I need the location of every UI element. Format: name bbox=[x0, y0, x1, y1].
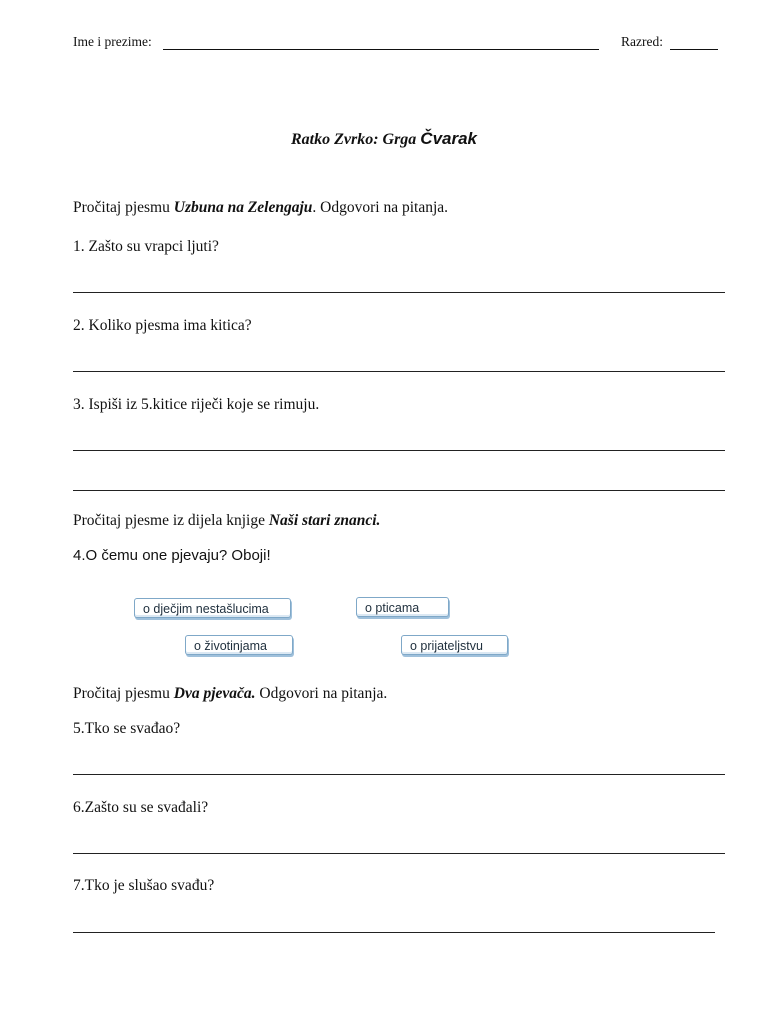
poem-title-uzbuna: Uzbuna na Zelengaju bbox=[173, 199, 313, 216]
class-answer-line[interactable] bbox=[670, 49, 718, 50]
question-6: 6.Zašto su se svađali? bbox=[73, 799, 209, 816]
answer-line-5[interactable] bbox=[73, 774, 725, 775]
section3-intro: Pročitaj pjesmu Dva pjevača. Odgovori na pitanja. bbox=[73, 685, 388, 702]
name-label: Ime i prezime: bbox=[73, 34, 152, 49]
answer-line-1[interactable] bbox=[73, 292, 725, 293]
title-tail: Čvarak bbox=[420, 129, 478, 148]
answer-line-7[interactable] bbox=[73, 932, 715, 933]
answer-line-3b[interactable] bbox=[73, 490, 725, 491]
question-4: 4.O čemu one pjevaju? Oboji! bbox=[73, 547, 271, 564]
question-5: 5.Tko se svađao? bbox=[73, 720, 181, 737]
answer-line-2[interactable] bbox=[73, 371, 725, 372]
answer-line-6[interactable] bbox=[73, 853, 725, 854]
header bbox=[73, 34, 720, 54]
section2-intro: Pročitaj pjesme iz dijela knjige Naši stari znanci. bbox=[73, 512, 381, 529]
option-tag-djecji-nestasluci[interactable]: o dječjim nestašlucima bbox=[134, 598, 291, 618]
book-part-title: Naši stari znanci. bbox=[268, 512, 381, 529]
section1-intro: Pročitaj pjesmu Uzbuna na Zelengaju. Odgovori na pitanja. bbox=[73, 199, 449, 216]
question-7: 7.Tko je slušao svađu? bbox=[73, 877, 215, 894]
question-1: 1. Zašto su vrapci ljuti? bbox=[73, 238, 219, 255]
question-2: 2. Koliko pjesma ima kitica? bbox=[73, 317, 252, 334]
poem-title-dva-pjevaca: Dva pjevača. bbox=[173, 685, 256, 702]
title-main: Ratko Zvrko: Grga bbox=[290, 131, 421, 148]
answer-line-3a[interactable] bbox=[73, 450, 725, 451]
option-tag-zivotinje[interactable]: o životinjama bbox=[185, 635, 293, 655]
class-label: Razred: bbox=[621, 34, 663, 49]
name-answer-line[interactable] bbox=[163, 49, 599, 50]
question-3: 3. Ispiši iz 5.kitice riječi koje se rimuju. bbox=[73, 396, 320, 413]
worksheet-title bbox=[0, 129, 768, 149]
option-tag-ptice[interactable]: o pticama bbox=[356, 597, 449, 617]
option-tag-prijateljstvo[interactable]: o prijateljstvu bbox=[401, 635, 508, 655]
